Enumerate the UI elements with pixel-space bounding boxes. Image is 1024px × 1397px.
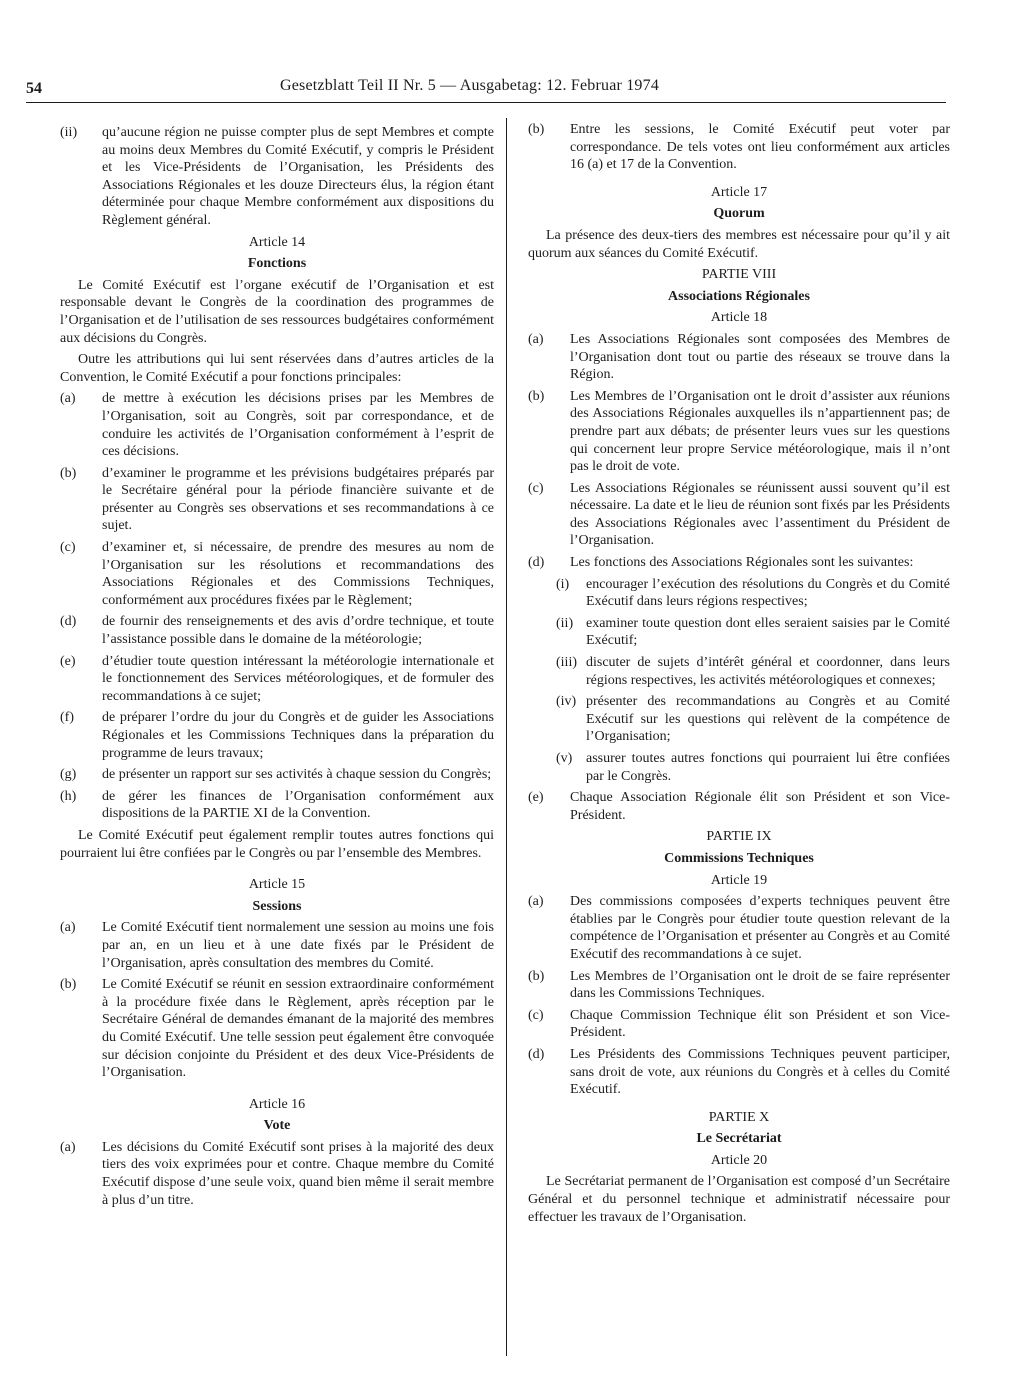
item-text: de préparer l’ordre du jour du Congrès et de guider les Associations Régionales et les Commissions Techniques dans la préparation du programme de leurs travaux; bbox=[102, 710, 494, 761]
list-item bbox=[528, 331, 950, 384]
item-text: Entre les sessions, le Comité Exécutif peut voter par correspondance. De tels votes ont lieu conformément aux articles 16 (a) et 17 de la Convention. bbox=[570, 122, 950, 173]
sub-item-text: présenter des recommandations au Congrès et au Comité Exécutif sur les questions qui relèvent de la compétence de l’Organisation; bbox=[586, 694, 950, 745]
sub-item-text: examiner toute question dont elles seraient saisies par le Comité Exécutif; bbox=[586, 615, 950, 649]
item-label: (d) bbox=[528, 1046, 545, 1062]
item-text: Les décisions du Comité Exécutif sont prises à la majorité des deux tiers des voix exprimées pour et contre. Chaque membre du Comité Exécutif dispose d’une seule voix, quand bien même il serait membre à plus d’un titre. bbox=[102, 1139, 494, 1208]
paragraph: Le Secrétariat permanent de l’Organisation est composé d’un Secrétaire Général et du personnel technique et administratif nécessaire pour effectuer les travaux de l’Organisation. bbox=[528, 1174, 950, 1225]
item-text: Chaque Commission Technique élit son Président et son Vice-Président. bbox=[570, 1007, 950, 1041]
item-label: (c) bbox=[60, 540, 76, 556]
item-text: d’examiner et, si nécessaire, de prendre des mesures au nom de l’Organisation sur les résolutions et recommandations des Associations Régionales et des Commissions Techniques, conformément aux procédures fixées par le Règlement; bbox=[102, 540, 494, 608]
item-label: (b) bbox=[528, 968, 545, 984]
part-heading: PARTIE X bbox=[708, 1109, 770, 1125]
item-text: Les Associations Régionales se réunissent aussi souvent qu’il est nécessaire. La date et le lieu de réunion sont fixés par les Présidents des Associations Régionales avec l’assentiment du Président de l’Organisation. bbox=[570, 480, 950, 549]
paragraph: Le Comité Exécutif est l’organe exécutif de l’Organisation et est responsable devant le Congrès de la coordination des programmes de l’Organisation et de l’utilisation de ses ressources budgétaires conformément aux décisions du Congrès. bbox=[60, 277, 494, 346]
paragraph: Le Comité Exécutif peut également remplir toutes autres fonctions qui pourraient lui être confiées par le Congrès ou par l’ensemble des Membres. bbox=[60, 827, 494, 861]
item-label: (e) bbox=[528, 790, 544, 806]
article-heading: Article 18 bbox=[710, 310, 768, 326]
item-label: (a) bbox=[528, 894, 544, 910]
item-text: Le Comité Exécutif tient normalement une session au moins une fois par an, en un lieu et à une date fixés par le Président de l’Organisation, après consultation des membres du Comité. bbox=[102, 920, 494, 971]
part-title: Associations Régionales bbox=[668, 288, 810, 304]
sub-item bbox=[556, 750, 950, 785]
item-text: de fournir des renseignements et des avis d’ordre technique, et toute l’assistance possible dans le domaine de la météorologie; bbox=[102, 614, 494, 648]
item-text: de gérer les finances de l’Organisation conformément aux dispositions de la PARTIE XI de la Convention. bbox=[102, 788, 494, 822]
article-heading: Article 16 bbox=[248, 1096, 306, 1112]
item-label: (a) bbox=[528, 331, 544, 347]
item-label: (b) bbox=[528, 388, 545, 404]
paragraph: La présence des deux-tiers des membres est nécessaire pour qu’il y ait quorum aux séances du Comité Exécutif. bbox=[528, 227, 950, 261]
paragraph: Outre les attributions qui lui sent réservées dans d’autres articles de la Convention, le Comité Exécutif a pour fonctions principales: bbox=[60, 352, 494, 385]
list-item bbox=[60, 653, 494, 706]
list-item bbox=[60, 919, 494, 972]
item-label: (f) bbox=[60, 710, 74, 726]
article-heading: Article 17 bbox=[710, 184, 768, 200]
list-item bbox=[60, 709, 494, 762]
article-title: Sessions bbox=[252, 898, 302, 914]
item-label: (a) bbox=[60, 1139, 76, 1155]
sub-item-text: encourager l’exécution des résolutions du Congrès et du Comité Exécutif dans leurs régions respectives; bbox=[586, 576, 950, 610]
item-label: (d) bbox=[60, 614, 77, 630]
part-heading: PARTIE VIII bbox=[701, 267, 777, 283]
sub-item-label: (iv) bbox=[556, 694, 577, 710]
page-number: 54 bbox=[26, 80, 42, 97]
item-text: de présenter un rapport sur ses activités à chaque session du Congrès; bbox=[102, 767, 492, 783]
item-label: (c) bbox=[528, 480, 544, 496]
sub-item bbox=[556, 615, 950, 650]
item-text: de mettre à exécution les décisions prises par les Membres de l’Organisation, soit au Congrès, soit par correspondance, et de conduire les activités de l’Organisation conformément à l’esprit de ces décisions. bbox=[102, 391, 494, 460]
list-item bbox=[60, 539, 494, 609]
sub-item-text: discuter de sujets d’intérêt général et coordonner, dans leurs régions respectives, les activités météorologiques et connexes; bbox=[586, 655, 950, 688]
sub-item bbox=[556, 576, 950, 611]
article-heading: Article 15 bbox=[248, 877, 306, 893]
sub-item-label: (i) bbox=[556, 576, 570, 592]
list-item bbox=[60, 1139, 494, 1209]
item-label: (b) bbox=[60, 465, 77, 481]
item-text: Chaque Association Régionale élit son Président et son Vice-Président. bbox=[570, 790, 950, 823]
list-item bbox=[60, 766, 494, 784]
item-text: d’étudier toute question intéressant la météorologie internationale et le fonctionnement des Services météorologiques, et de formuler des recommandations à ce sujet; bbox=[102, 653, 494, 704]
item-label: (a) bbox=[60, 920, 76, 936]
item-text: Des commissions composées d’experts techniques peuvent être établies par le Congrès pour étudier toute question relevant de la compétence de l’Organisation et présenter au Congrès et au Comité Exécutif des recommandations à ce sujet. bbox=[570, 894, 950, 962]
article-heading: Article 20 bbox=[710, 1152, 768, 1168]
right-column bbox=[528, 121, 950, 1230]
part-title: Le Secrétariat bbox=[696, 1131, 782, 1147]
part-heading: PARTIE IX bbox=[706, 829, 772, 845]
item-text: Le Comité Exécutif se réunit en session extraordinaire conformément à la procédure fixée dans le Règlement, après réception par le Secrétaire Général de demandes émanant de la majorité des membres du Comité Exécutif. Une telle session peut également être convoquée sur décision conjointe du Président et des deux Vice-Présidents de l’Organisation. bbox=[102, 977, 494, 1081]
article-title: Fonctions bbox=[247, 256, 307, 272]
article-heading: Article 19 bbox=[710, 872, 768, 888]
item-label: (c) bbox=[528, 1007, 544, 1023]
item-text: qu’aucune région ne puisse compter plus de sept Membres et compte au moins deux Membres du Comité Exécutif, y compris le Président et les Vice-Présidents de l’Organisation, les Présidents des Associations Régionales et les douze Directeurs élus, la région étant déterminée pour chaque Membre conformément aux dispositions du Règlement général. bbox=[102, 125, 494, 228]
list-item bbox=[528, 121, 950, 174]
part-title: Commissions Techniques bbox=[664, 850, 814, 866]
list-item bbox=[60, 390, 494, 460]
list-item bbox=[60, 613, 494, 648]
article-title: Quorum bbox=[713, 206, 765, 222]
item-label: (ii) bbox=[60, 125, 78, 140]
list-item bbox=[528, 789, 950, 824]
sub-item-text: assurer toutes autres fonctions qui pourraient lui être confiées par le Congrès. bbox=[586, 751, 950, 784]
item-text: Les Associations Régionales sont composées des Membres de l’Organisation dont tout ou partie des réseaux se trouve dans la Région. bbox=[570, 331, 950, 383]
list-item bbox=[528, 893, 950, 963]
list-item bbox=[528, 1007, 950, 1042]
page-header bbox=[26, 76, 946, 103]
item-text: d’examiner le programme et les prévisions budgétaires préparés par le Secrétaire général pour la période financière suivante et de présenter au Congrès ses observations et ses recommandations à ce sujet. bbox=[102, 465, 494, 534]
item-label: (e) bbox=[60, 653, 76, 669]
sub-item bbox=[556, 693, 950, 746]
item-text: Les Membres de l’Organisation ont le droit d’assister aux réunions des Associations Régionales auxquelles ils n’appartiennent pas; de prendre part aux débats; de présenter leurs vues sur les questions qui concernent leur propre Service météorologique, mais il n’ont pas le droit de vote. bbox=[570, 388, 950, 475]
sub-item-label: (v) bbox=[556, 751, 573, 766]
list-item bbox=[528, 480, 950, 550]
list-item bbox=[60, 976, 494, 1082]
item-label: (d) bbox=[528, 555, 545, 571]
list-item bbox=[528, 1046, 950, 1099]
list-item bbox=[60, 788, 494, 823]
article-title: Vote bbox=[263, 1118, 291, 1134]
sub-item-label: (iii) bbox=[556, 655, 577, 671]
item-text: Les fonctions des Associations Régionales sont les suivantes: bbox=[570, 555, 914, 571]
list-item bbox=[60, 124, 494, 230]
list-item bbox=[528, 388, 950, 476]
item-text: Les Membres de l’Organisation ont le droit de se faire représenter dans les Commissions Techniques. bbox=[570, 968, 950, 1002]
item-label: (h) bbox=[60, 788, 77, 804]
sub-item bbox=[556, 654, 950, 689]
left-column bbox=[60, 124, 494, 1213]
item-text: Les Présidents des Commissions Techniques peuvent participer, sans droit de vote, aux réunions du Congrès et à celles du Comité Exécutif. bbox=[570, 1046, 950, 1098]
sub-item-label: (ii) bbox=[556, 615, 574, 631]
article-heading: Article 14 bbox=[248, 234, 306, 250]
item-label: (b) bbox=[528, 122, 545, 137]
item-label: (b) bbox=[60, 977, 77, 993]
item-label: (a) bbox=[60, 391, 76, 407]
column-divider bbox=[506, 118, 507, 1356]
list-item bbox=[528, 554, 950, 572]
list-item bbox=[528, 968, 950, 1003]
list-item bbox=[60, 465, 494, 535]
running-title: Gesetzblatt Teil II Nr. 5 — Ausgabetag: 12. Februar 1974 bbox=[280, 77, 660, 94]
item-label: (g) bbox=[60, 767, 77, 783]
